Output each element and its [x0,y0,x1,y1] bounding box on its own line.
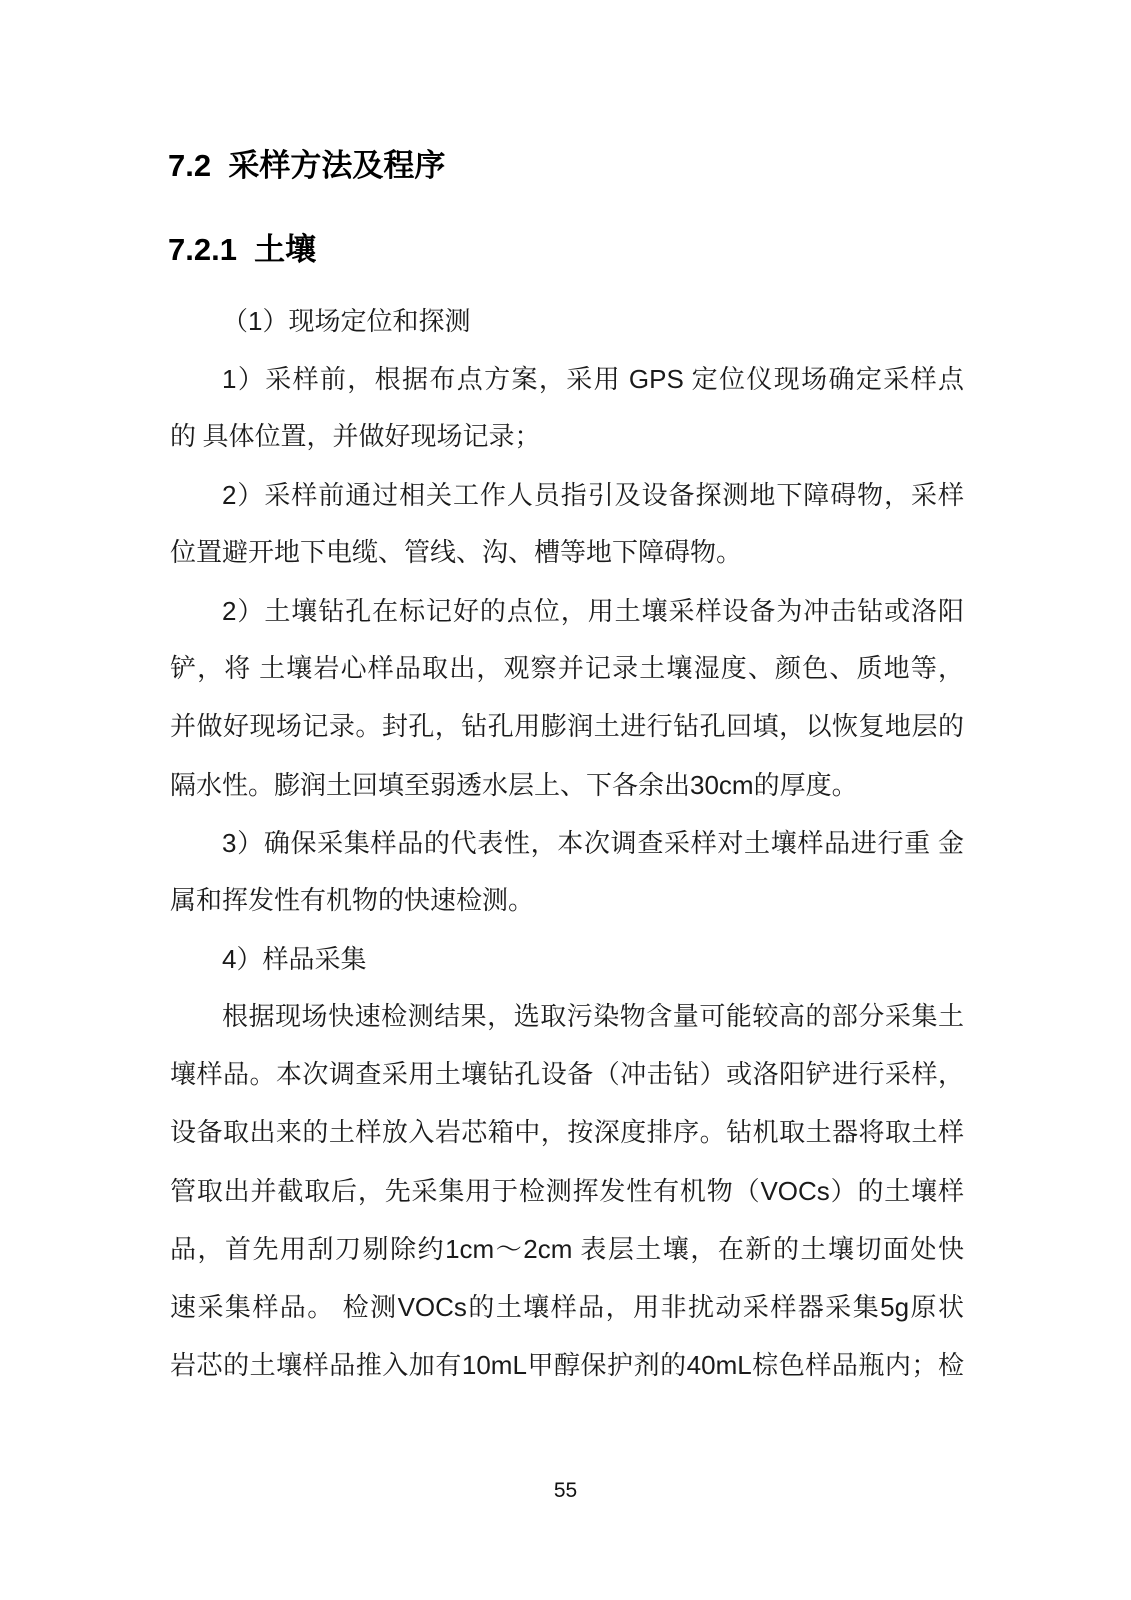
text-line [170,466,964,524]
text-line [170,1162,964,1220]
text-run-latin: 1cm [445,1234,495,1264]
text-run: 管取出并截取后，先采集用于检测挥发性有机物（ [170,1177,761,1206]
section-heading-7-2-1: 7.2.1 土壤 [168,232,317,267]
text-run: 的 具体位置，并做好现场记录； [170,422,541,451]
text-line [170,582,964,640]
section-heading-7-2: 7.2 采样方法及程序 [168,148,446,183]
text-line [170,524,964,582]
text-run: 并做好现场记录。封孔，钻孔用膨润土进行钻孔回填，以恢复地层的 [170,712,964,741]
text-line [170,698,964,756]
text-run: 位置避开地下电缆、管线、沟、槽等地下障碍物。 [170,538,743,567]
text-line [170,408,964,466]
text-run: ～ [494,1235,524,1264]
text-line [170,930,964,988]
text-line [170,1220,964,1278]
text-run: ）确保采集样品的代表性，本次调查采样对土壤样品进行重 金 [236,829,964,858]
text-line [170,1278,964,1336]
text-run-latin: VOCs [397,1292,467,1322]
text-line [170,1104,964,1162]
text-run: 原状 [909,1293,964,1322]
text-line [170,1046,964,1104]
text-run: ）土壤钻孔在标记好的点位，用土壤采样设备为冲击钻或洛阳 [236,597,964,626]
text-run: 壤样品。本次调查采用土壤钻孔设备（冲击钻）或洛阳铲进行采样， [170,1060,964,1089]
text-run: 岩芯的土壤样品推入加有 [170,1351,462,1380]
text-run-latin: 40mL [686,1350,752,1380]
text-run-latin: GPS [628,364,684,394]
text-run-latin: 10mL [461,1350,527,1380]
text-run-latin: VOCs [760,1176,830,1206]
text-run: 隔水性。膨润土回填至弱透水层上、下各余出 [170,771,691,800]
text-run: 的厚度。 [753,771,858,800]
text-run: 品，首先用刮刀剔除约 [170,1235,446,1264]
text-run-latin: 5g [880,1292,910,1322]
text-run-latin: 2cm [523,1234,573,1264]
text-run: 速采集样品。 检测 [170,1293,398,1322]
text-run: 定位仪现场确定采样点 [683,365,964,394]
text-line [170,640,964,698]
text-line [170,814,964,872]
text-run: 甲醇保护剂的 [526,1351,687,1380]
page-number: 55 [553,1479,578,1502]
text-line [170,872,964,930]
text-run: ）采样前通过相关工作人员指引及设备探测地下障碍物，采样 [236,481,964,510]
text-run-latin: 2 [222,480,237,510]
text-run: ）采样前，根据布点方案，采用 [236,365,629,394]
text-run: 表层土壤，在新的土壤切面处快 [572,1235,964,1264]
text-run: 根据现场快速检测结果，选取污染物含量可能较高的部分采集土 [222,1002,964,1031]
text-run-latin: 1 [248,306,263,336]
text-run: ）现场定位和探测 [262,307,471,336]
text-run-latin: 4 [222,944,237,974]
text-run: （ [222,307,249,336]
text-line [170,1336,964,1394]
text-run-latin: 3 [222,828,237,858]
text-run-latin: 1 [222,364,237,394]
text-run: ）样品采集 [236,945,367,974]
text-run-latin: 30cm [690,770,754,800]
text-run-latin: 2 [222,596,237,626]
text-run: 设备取出来的土样放入岩芯箱中，按深度排序。钻机取土器将取土样 [170,1118,964,1147]
text-line [170,756,964,814]
text-line [170,988,964,1046]
text-line [170,292,964,350]
text-line [170,350,964,408]
document-lines [170,292,964,1394]
text-run: 属和挥发性有机物的快速检测。 [170,886,535,915]
text-run: 的土壤样品，用非扰动采样器采集 [466,1293,881,1322]
text-run: 棕色样品瓶内；检 [751,1351,964,1380]
text-run: ）的土壤样 [829,1177,964,1206]
text-run: 铲，将 土壤岩心样品取出，观察并记录土壤湿度、颜色、质地等， [170,654,964,683]
